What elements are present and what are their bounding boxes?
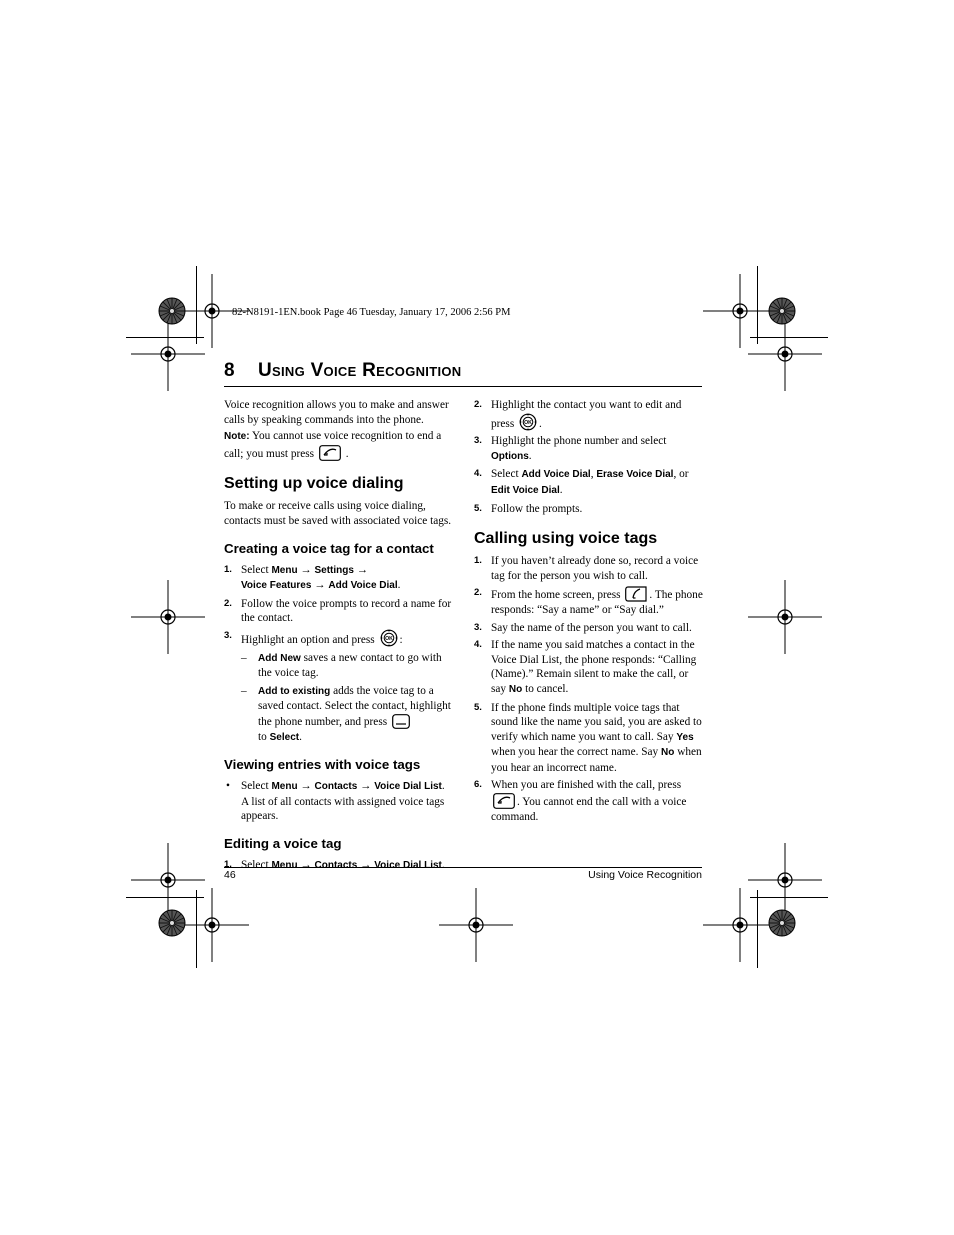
list-item: 2. Follow the voice prompts to record a name for the contact.	[224, 597, 452, 625]
section-heading-calling: Calling using voice tags	[474, 530, 658, 548]
page-number: 46	[224, 869, 236, 881]
list-item: 3. Highlight an option and press OK : – Add New saves a new contact to go with the voice tag. – Add to existing adds the voice tag to a saved contact. Select the contact, highlight the phone number, and press to Select.	[224, 629, 454, 745]
end-key-icon	[319, 445, 341, 461]
list-item: 1. Select Menu → Contacts → Voice Dial List.	[224, 858, 445, 871]
subheading-creating: Creating a voice tag for a contact	[224, 540, 434, 556]
calling-steps	[474, 554, 704, 824]
list-item: 5. Follow the prompts.	[474, 502, 583, 515]
list-item: 3. Say the name of the person you want to call.	[474, 621, 692, 634]
printer-header: 82-N8191-1EN.book Page 46 Tuesday, January 17, 2006 2:56 PM	[232, 307, 511, 318]
chapter-heading	[224, 360, 702, 387]
footer-title: Using Voice Recognition	[588, 869, 702, 881]
chapter-number: 8	[224, 360, 235, 381]
subheading-editing: Editing a voice tag	[224, 835, 342, 851]
list-item: 3. Highlight the phone number and select Options.	[474, 435, 667, 462]
left-softkey-icon	[392, 714, 410, 729]
footer-rule	[224, 867, 702, 868]
note-text: You cannot use voice recognition to end a call; you must press	[224, 430, 442, 460]
note-label: Note:	[224, 431, 250, 443]
ok-key-icon	[380, 629, 398, 647]
intro-paragraph: Voice recognition allows you to make and answer calls by speaking commands into the phone.	[224, 399, 449, 426]
note-paragraph: Note: You cannot use voice recognition to end a call; you must press .	[224, 430, 442, 460]
list-item: 2. Highlight the contact you want to edit and press OK .	[474, 399, 682, 430]
svg-text:OK: OK	[524, 419, 532, 426]
viewing-list	[224, 779, 454, 824]
end-key-icon	[493, 793, 515, 809]
list-item: 5. If the phone finds multiple voice tags that sound like the name you said, you are asked to verify which name you want to call. Say Yes when you hear the correct name. Say No when you hear an incorrect name.	[474, 701, 702, 774]
list-item: • Select Menu → Contacts → Voice Dial List. A list of all contacts with assigned voice tags appears.	[226, 780, 445, 823]
list-item: – Add to existing adds the voice tag to a saved contact. Select the contact, highlight the phone number, and press to Select.	[241, 684, 451, 743]
list-item: 4. Select Add Voice Dial, Erase Voice Dial, or Edit Voice Dial.	[474, 468, 689, 496]
list-item: 6. When you are finished with the call, press . You cannot end the call with a voice command.	[474, 779, 687, 823]
list-item: 1. Select Menu → Settings → Voice Features → Add Voice Dial.	[224, 563, 401, 592]
setup-paragraph: To make or receive calls using voice dialing, contacts must be saved with associated voice tags.	[224, 500, 452, 527]
list-item: 2. From the home screen, press . The phone responds: “Say a name” or “Say dial.”	[474, 587, 703, 616]
section-heading-setup: Setting up voice dialing	[224, 475, 404, 493]
list-item: 4. If the name you said matches a contact in the Voice Dial List, the phone responds: “Calling (Name).” Remain silent to make the call, or say No to cancel.	[474, 639, 697, 695]
ok-key-icon	[519, 413, 537, 431]
list-item: 1. If you haven’t already done so, record a voice tag for the person you wish to call.	[474, 555, 699, 582]
svg-text:OK: OK	[384, 635, 393, 642]
option-list	[241, 651, 454, 746]
editing-steps-continued	[474, 398, 704, 516]
chapter-title: Using Voice Recognition	[258, 360, 462, 381]
left-column	[224, 398, 454, 876]
list-item: – Add New saves a new contact to go with the voice tag.	[241, 651, 442, 680]
send-key-icon	[625, 586, 647, 602]
right-column	[474, 398, 704, 827]
creating-steps	[224, 563, 454, 746]
subheading-viewing: Viewing entries with voice tags	[224, 757, 421, 773]
editing-steps-start	[224, 858, 454, 874]
